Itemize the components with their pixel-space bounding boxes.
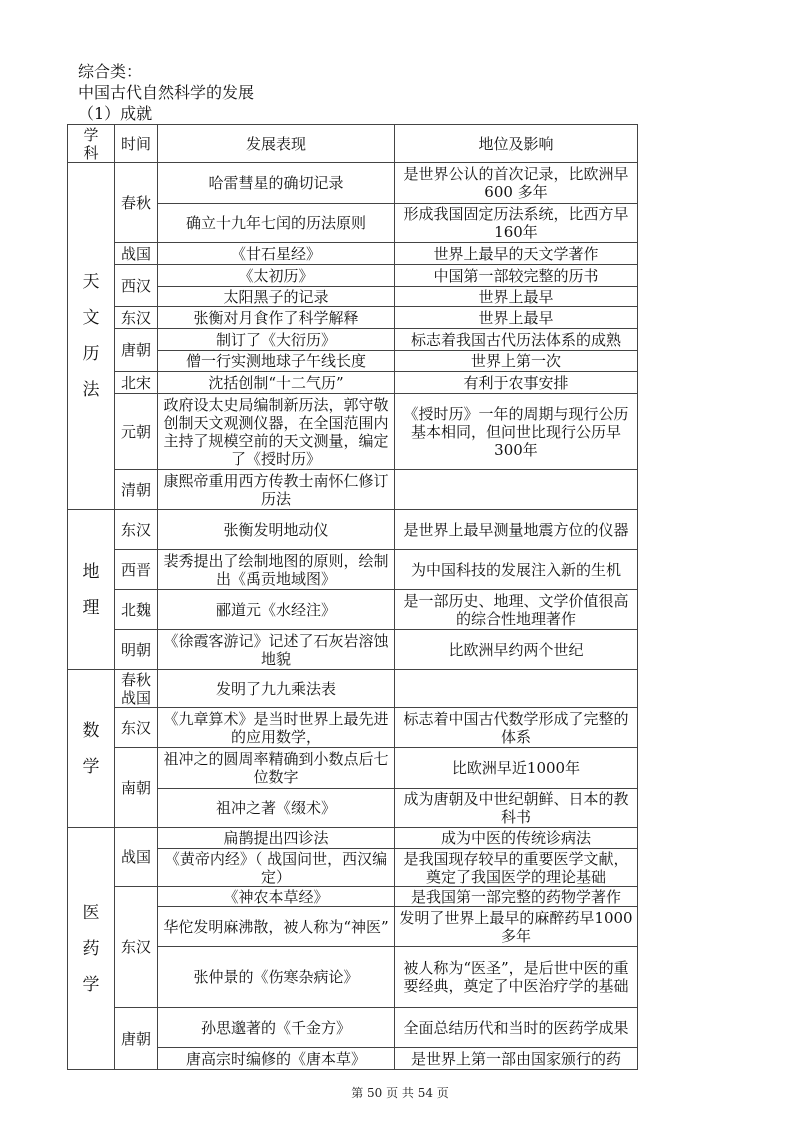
impact-cell: 发明了世界上最早的麻醉药早1000 多年: [395, 907, 638, 947]
impact-cell: 为中国科技的发展注入新的生机: [395, 550, 638, 590]
development-cell: 张衡发明地动仪: [158, 510, 395, 550]
impact-cell: 全面总结历代和当时的医药学成果: [395, 1008, 638, 1048]
subject-char: 学: [82, 974, 100, 995]
subject-medicine: [68, 828, 115, 1070]
table-row: [68, 550, 638, 590]
impact-cell: 世界上最早: [395, 307, 638, 329]
period-cell: 明朝: [115, 630, 158, 670]
subject-mathematics: [68, 670, 115, 828]
development-cell: 华佗发明麻沸散，被人称为“神医”: [158, 907, 395, 947]
period-cell: 南朝: [115, 748, 158, 828]
development-cell: 《太初历》: [158, 265, 395, 287]
table-row: [68, 670, 638, 708]
development-cell: 张衡对月食作了科学解释: [158, 307, 395, 329]
table-row: [68, 828, 638, 849]
impact-cell: 被人称为“医圣”，是后世中医的重要经典，奠定了中医治疗学的基础: [395, 947, 638, 1008]
subject-char: 数: [82, 720, 100, 741]
page-footer: 第 50 页 共 54 页: [351, 1086, 449, 1100]
period-cell: 北魏: [115, 590, 158, 630]
period-cell: 清朝: [115, 470, 158, 510]
table-row: [68, 163, 638, 204]
subject-astronomy: [68, 163, 115, 510]
table-row: [68, 265, 638, 287]
impact-cell: 形成我国固定历法系统，比西方早160年: [395, 204, 638, 243]
impact-cell: 有利于农事安排: [395, 372, 638, 394]
development-cell: 政府设太史局编制新历法，郭守敬创制天文观测仪器，在全国范围内主持了规模空前的天文测量，编定了《授时历》: [158, 394, 395, 470]
development-cell: 祖冲之的圆周率精确到小数点后七位数字: [158, 748, 395, 789]
development-cell: 哈雷彗星的确切记录: [158, 163, 395, 204]
period-cell: 北宋: [115, 372, 158, 394]
development-cell: 确立十九年七闰的历法原则: [158, 204, 395, 243]
period-cell: 战国: [115, 243, 158, 265]
impact-cell: 比欧洲早近1000年: [395, 748, 638, 789]
period-cell: [115, 670, 158, 708]
header-subject-char: 科: [83, 143, 99, 162]
impact-cell: 中国第一部较完整的历书: [395, 265, 638, 287]
impact-cell: [395, 670, 638, 708]
period-cell: 春秋: [115, 163, 158, 243]
header-subject: [68, 125, 115, 163]
development-cell: 祖冲之著《缀术》: [158, 789, 395, 828]
table-row: [68, 590, 638, 630]
impact-cell: 标志着中国古代数学形成了完整的体系: [395, 708, 638, 748]
table-row: [68, 1008, 638, 1048]
table-header-row: [68, 125, 638, 163]
header-time: 时间: [115, 125, 158, 163]
impact-cell: 是世界上第一部由国家颁行的药: [395, 1048, 638, 1070]
header-subject-char: 学: [83, 125, 99, 144]
period-cell: 战国: [115, 828, 158, 887]
development-cell: 康熙帝重用西方传教士南怀仁修订历法: [158, 470, 395, 510]
subject-char: 医: [82, 902, 100, 923]
header-development: 发展表现: [158, 125, 395, 163]
impact-cell: 是世界公认的首次记录，比欧洲早600 多年: [395, 163, 638, 204]
development-cell: 《神农本草经》: [158, 887, 395, 907]
section-heading: （1）成就: [78, 104, 153, 123]
impact-cell: 是我国现存较早的重要医学文献，奠定了我国医学的理论基础: [395, 849, 638, 887]
period-cell: 东汉: [115, 708, 158, 748]
period-line: 战国: [120, 688, 151, 707]
period-cell: 唐朝: [115, 329, 158, 372]
impact-cell: 世界上最早的天文学著作: [395, 243, 638, 265]
period-cell: 唐朝: [115, 1008, 158, 1070]
development-cell: 裴秀提出了绘制地图的原则，绘制出《禹贡地域图》: [158, 550, 395, 590]
header-impact: 地位及影响: [395, 125, 638, 163]
impact-cell: 是我国第一部完整的药物学著作: [395, 887, 638, 907]
development-cell: 僧一行实测地球子午线长度: [158, 351, 395, 372]
table-row: [68, 307, 638, 329]
subject-char: 历: [82, 344, 100, 364]
development-cell: 《徐霞客游记》记述了石灰岩溶蚀地貌: [158, 630, 395, 670]
subject-char: 药: [82, 938, 100, 959]
subject-char: 法: [82, 380, 100, 400]
development-cell: 孙思邈著的《千金方》: [158, 1008, 395, 1048]
category-heading: 综合类：: [78, 62, 143, 81]
subject-char: 地: [82, 561, 100, 582]
period-cell: 元朝: [115, 394, 158, 470]
development-cell: 唐高宗时编修的《唐本草》: [158, 1048, 395, 1070]
development-cell: 《甘石星经》: [158, 243, 395, 265]
development-cell: 《黄帝内经》（ 战国问世，西汉编定）: [158, 849, 395, 887]
table-row: [68, 470, 638, 510]
subject-geography: [68, 510, 115, 670]
impact-cell: [395, 470, 638, 510]
period-cell: 西汉: [115, 265, 158, 307]
period-cell: 西晋: [115, 550, 158, 590]
achievements-table: [67, 124, 638, 1070]
period-line: 春秋: [120, 670, 151, 689]
impact-cell: 是世界上最早测量地震方位的仪器: [395, 510, 638, 550]
table-row: [68, 372, 638, 394]
impact-cell: 《授时历》一年的周期与现行公历基本相同，但问世比现行公历早300年: [395, 394, 638, 470]
period-cell: 东汉: [115, 307, 158, 329]
subject-char: 理: [82, 597, 100, 618]
table-row: [68, 708, 638, 748]
impact-cell: 是一部历史、地理、文学价值很高的综合性地理著作: [395, 590, 638, 630]
table-row: [68, 394, 638, 470]
subject-char: 天: [82, 272, 100, 292]
impact-cell: 成为中医的传统诊病法: [395, 828, 638, 849]
impact-cell: 比欧洲早约两个世纪: [395, 630, 638, 670]
impact-cell: 标志着我国古代历法体系的成熟: [395, 329, 638, 351]
impact-cell: 世界上最早: [395, 287, 638, 307]
document-title: 中国古代自然科学的发展: [78, 83, 255, 102]
development-cell: 扁鹊提出四诊法: [158, 828, 395, 849]
period-cell: 东汉: [115, 510, 158, 550]
table-row: [68, 887, 638, 907]
development-cell: 太阳黑子的记录: [158, 287, 395, 307]
subject-char: 文: [82, 308, 100, 328]
development-cell: 沈括创制“十二气历”: [158, 372, 395, 394]
table-row: [68, 243, 638, 265]
table-row: [68, 329, 638, 351]
development-cell: 郦道元《水经注》: [158, 590, 395, 630]
development-cell: 制订了《大衍历》: [158, 329, 395, 351]
subject-char: 学: [82, 756, 100, 777]
development-cell: 张仲景的《伤寒杂病论》: [158, 947, 395, 1008]
impact-cell: 成为唐朝及中世纪朝鲜、日本的教科书: [395, 789, 638, 828]
development-cell: 《九章算术》是当时世界上最先进的应用数学，: [158, 708, 395, 748]
table-row: [68, 510, 638, 550]
period-cell: 东汉: [115, 887, 158, 1008]
development-cell: 发明了九九乘法表: [158, 670, 395, 708]
table-row: [68, 748, 638, 789]
impact-cell: 世界上第一次: [395, 351, 638, 372]
table-row: [68, 630, 638, 670]
